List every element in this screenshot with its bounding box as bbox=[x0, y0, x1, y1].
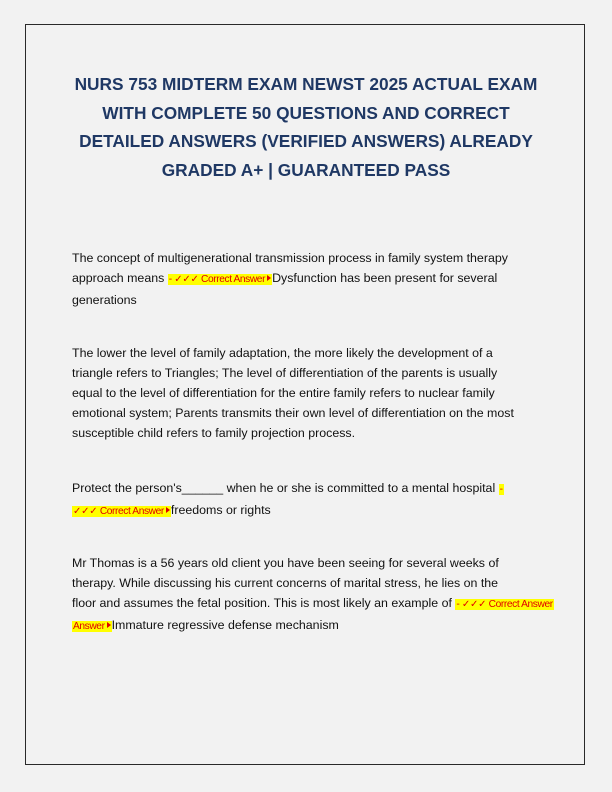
document-title bbox=[40, 70, 572, 184]
title-line: GRADED A+ | GUARANTEED PASS bbox=[161, 159, 451, 180]
paragraph-line: susceptible child refers to family projection process. bbox=[72, 426, 356, 440]
question-text: therapy. While discussing his current concerns of marital stress, he lies on the bbox=[72, 576, 499, 590]
answer-text: Immature regressive defense mechanism bbox=[111, 618, 339, 632]
question-4 bbox=[72, 553, 552, 637]
correct-answer-marker-end: Answer bbox=[72, 621, 112, 632]
answer-text: Dysfunction has been present for several bbox=[272, 271, 498, 285]
title-line: DETAILED ANSWERS (VERIFIED ANSWERS) ALREADY bbox=[79, 131, 533, 151]
question-text-line bbox=[72, 478, 552, 500]
question-text-line bbox=[72, 593, 552, 615]
question-2 bbox=[72, 343, 552, 443]
arrow-icon bbox=[107, 622, 111, 628]
answer-line bbox=[72, 615, 552, 637]
question-text: approach means bbox=[72, 271, 168, 285]
title-line: WITH COMPLETE 50 QUESTIONS AND CORRECT bbox=[102, 102, 510, 123]
question-text-line bbox=[72, 268, 552, 290]
paragraph-line: emotional system; Parents transmits their own level of differentiation on the most bbox=[72, 406, 514, 420]
title-line: NURS 753 MIDTERM EXAM NEWST 2025 ACTUAL EXAM bbox=[74, 74, 538, 94]
answer-line bbox=[72, 500, 552, 522]
question-text: Mr Thomas is a 56 years old client you have been seeing for several weeks of bbox=[72, 556, 499, 570]
correct-answer-marker-start: - bbox=[499, 484, 503, 495]
arrow-icon bbox=[267, 275, 271, 281]
question-text: floor and assumes the fetal position. This is most likely an example of bbox=[72, 596, 456, 610]
answer-text: freedoms or rights bbox=[170, 503, 271, 517]
paragraph-line: The lower the level of family adaptation, the more likely the development of a bbox=[72, 346, 493, 360]
question-1 bbox=[72, 248, 552, 310]
paragraph-line: equal to the level of differentiation for the entire family refers to nuclear family bbox=[72, 386, 495, 400]
question-text: The concept of multigenerational transmission process in family system therapy bbox=[72, 251, 508, 265]
correct-answer-marker: ✓✓✓ Correct Answer bbox=[72, 506, 171, 517]
question-3 bbox=[72, 478, 552, 522]
question-text: Protect the person's______ when he or she is committed to a mental hospital bbox=[72, 481, 499, 495]
correct-answer-marker: - ✓✓✓ Correct Answer bbox=[456, 599, 553, 610]
correct-answer-marker: - ✓✓✓ Correct Answer bbox=[168, 274, 272, 285]
answer-text: generations bbox=[72, 293, 137, 307]
arrow-icon bbox=[166, 507, 170, 513]
paragraph-line: triangle refers to Triangles; The level of differentiation of the parents is usually bbox=[72, 366, 498, 380]
